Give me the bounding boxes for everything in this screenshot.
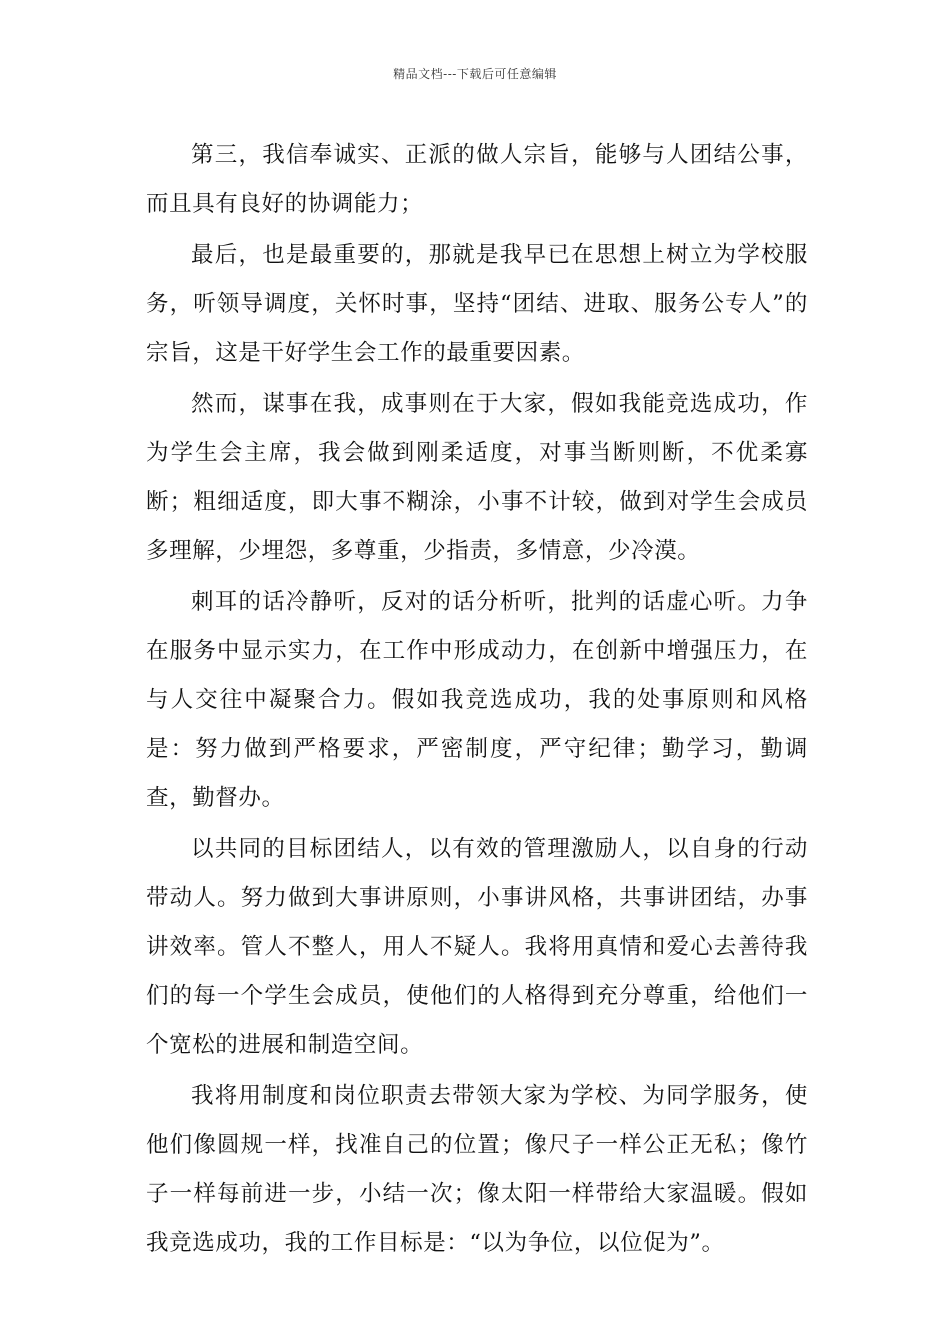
paragraph: 我将用制度和岗位职责去带领大家为学校、为同学服务，使他们像圆规一样，找准自己的位置；像尺子一样公正无私；像竹子一样每前进一步，小结一次；像太阳一样带给大家温暖。假如我竞选成功，我的工作目标是：“以为争位，以位促为”。 [146,1083,808,1256]
paragraph: 最后，也是最重要的，那就是我早已在思想上树立为学校服务，听领导调度，关怀时事，坚持“团结、进取、服务公专人”的宗旨，这是干好学生会工作的最重要因素。 [146,242,808,366]
document-body [146,131,808,1270]
page-header: 精品文档---下载后可任意编辑 [393,67,557,81]
paragraph: 第三，我信奉诚实、正派的做人宗旨，能够与人团结公事，而且具有良好的协调能力； [146,142,808,217]
paragraph: 然而，谋事在我，成事则在于大家，假如我能竞选成功，作为学生会主席，我会做到刚柔适度，对事当断则断，不优柔寡断；粗细适度，即大事不糊涂，小事不计较，做到对学生会成员多理解，少埋怨，多尊重，少指责，多情意，少冷漠。 [146,391,808,564]
paragraph: 刺耳的话冷静听，反对的话分析听，批判的话虚心听。力争在服务中显示实力，在工作中形成动力，在创新中增强压力，在与人交往中凝聚合力。假如我竞选成功，我的处事原则和风格是：努力做到严格要求，严密制度，严守纪律；勤学习，勤调查，勤督办。 [146,589,808,811]
paragraph: 以共同的目标团结人，以有效的管理激励人，以自身的行动带动人。努力做到大事讲原则，小事讲风格，共事讲团结，办事讲效率。管人不整人，用人不疑人。我将用真情和爱心去善待我们的每一个学生会成员，使他们的人格得到充分尊重，给他们一个宽松的进展和制造空间。 [146,836,808,1058]
